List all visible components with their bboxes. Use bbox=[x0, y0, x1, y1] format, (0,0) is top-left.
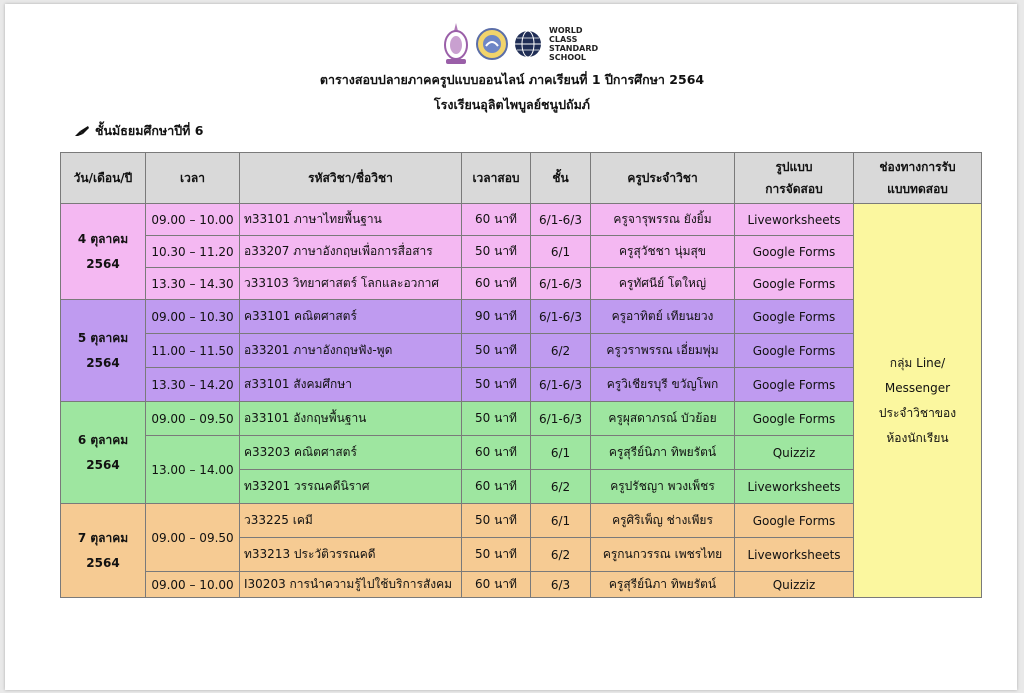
subject-cell: อ33101 อังกฤษพื้นฐาน bbox=[240, 402, 462, 436]
class-cell: 6/1-6/3 bbox=[531, 402, 591, 436]
class-cell: 6/1-6/3 bbox=[531, 204, 591, 236]
wcs-line: SCHOOL bbox=[549, 53, 587, 62]
subject-cell: อ33207 ภาษาอังกฤษเพื่อการสื่อสาร bbox=[240, 236, 462, 268]
teacher-cell: ครูสุวัชชา นุ่มสุข bbox=[591, 236, 735, 268]
school-emblem-icon bbox=[441, 21, 471, 67]
exam-schedule-table bbox=[60, 152, 982, 598]
date-cell bbox=[61, 204, 146, 300]
subject-cell: ท33213 ประวัติวรรณคดี bbox=[240, 538, 462, 572]
obec-logo-icon bbox=[475, 27, 509, 61]
date-cell bbox=[61, 402, 146, 504]
duration-cell: 50 นาที bbox=[462, 368, 531, 402]
duration-cell: 60 นาที bbox=[462, 470, 531, 504]
header-format-line1: รูปแบบ bbox=[775, 160, 813, 174]
date-day: 6 ตุลาคม bbox=[77, 432, 129, 447]
teacher-cell: ครูสุรีย์นิภา ทิพยรัตน์ bbox=[591, 436, 735, 470]
date-cell bbox=[61, 300, 146, 402]
format-cell: Google Forms bbox=[735, 300, 854, 334]
format-cell: Liveworksheets bbox=[735, 204, 854, 236]
teacher-cell: ครูกนกวรรณ เพชรไทย bbox=[591, 538, 735, 572]
date-year: 2564 bbox=[86, 355, 120, 370]
format-cell: Google Forms bbox=[735, 334, 854, 368]
time-cell: 11.00 – 11.50 bbox=[146, 334, 240, 368]
duration-cell: 60 นาที bbox=[462, 436, 531, 470]
table-row bbox=[61, 300, 982, 334]
table-row bbox=[61, 268, 982, 300]
channel-line: Messenger bbox=[884, 380, 951, 395]
format-cell: Google Forms bbox=[735, 268, 854, 300]
format-cell: Liveworksheets bbox=[735, 538, 854, 572]
duration-cell: 50 นาที bbox=[462, 402, 531, 436]
header-duration: เวลาสอบ bbox=[462, 153, 531, 204]
teacher-cell: ครูศิริเพ็ญ ช่างเพียร bbox=[591, 504, 735, 538]
class-cell: 6/1-6/3 bbox=[531, 268, 591, 300]
date-day: 7 ตุลาคม bbox=[77, 530, 129, 545]
subject-cell: I30203 การนำความรู้ไปใช้บริการสังคม bbox=[240, 572, 462, 598]
format-cell: Liveworksheets bbox=[735, 470, 854, 504]
table-row bbox=[61, 504, 982, 538]
header-channel-line2: แบบทดสอบ bbox=[887, 182, 948, 196]
teacher-cell: ครูวราพรรณ เอี่ยมพุ่ม bbox=[591, 334, 735, 368]
time-cell: 10.30 – 11.20 bbox=[146, 236, 240, 268]
teacher-cell: ครูอาทิตย์ เทียนยวง bbox=[591, 300, 735, 334]
class-cell: 6/1 bbox=[531, 504, 591, 538]
teacher-cell: ครูจารุพรรณ ยังยิ้ม bbox=[591, 204, 735, 236]
time-cell: 09.00 – 09.50 bbox=[146, 504, 240, 572]
channel-line: ห้องนักเรียน bbox=[886, 430, 949, 445]
duration-cell: 60 นาที bbox=[462, 204, 531, 236]
header-subject: รหัสวิชา/ชื่อวิชา bbox=[240, 153, 462, 204]
time-cell: 13.30 – 14.30 bbox=[146, 268, 240, 300]
class-cell: 6/3 bbox=[531, 572, 591, 598]
teacher-cell: ครูวิเชียรบุรี ขวัญโพก bbox=[591, 368, 735, 402]
table-row bbox=[61, 402, 982, 436]
header-format bbox=[735, 153, 854, 204]
class-cell: 6/2 bbox=[531, 334, 591, 368]
date-cell bbox=[61, 504, 146, 598]
teacher-cell: ครูปรัชญา พวงเพ็ชร bbox=[591, 470, 735, 504]
subject-cell: ท33101 ภาษาไทยพื้นฐาน bbox=[240, 204, 462, 236]
writing-hand-icon bbox=[74, 125, 90, 137]
subject-cell: ว33103 วิทยาศาสตร์ โลกและอวกาศ bbox=[240, 268, 462, 300]
subject-cell: อ33201 ภาษาอังกฤษฟัง-พูด bbox=[240, 334, 462, 368]
subject-cell: ว33225 เคมี bbox=[240, 504, 462, 538]
school-logos bbox=[441, 18, 598, 70]
table-row bbox=[61, 236, 982, 268]
date-year: 2564 bbox=[86, 555, 120, 570]
class-cell: 6/1-6/3 bbox=[531, 368, 591, 402]
duration-cell: 50 นาที bbox=[462, 538, 531, 572]
header-time: เวลา bbox=[146, 153, 240, 204]
header-class: ชั้น bbox=[531, 153, 591, 204]
class-cell: 6/1 bbox=[531, 436, 591, 470]
date-day: 4 ตุลาคม bbox=[77, 231, 129, 246]
table-row bbox=[61, 368, 982, 402]
table-row bbox=[61, 436, 982, 470]
subject-cell: ค33101 คณิตศาสตร์ bbox=[240, 300, 462, 334]
format-cell: Google Forms bbox=[735, 368, 854, 402]
header-channel bbox=[854, 153, 982, 204]
format-cell: Quizziz bbox=[735, 436, 854, 470]
class-cell: 6/2 bbox=[531, 470, 591, 504]
time-cell: 09.00 – 09.50 bbox=[146, 402, 240, 436]
teacher-cell: ครูผุสดาภรณ์ บัวย้อย bbox=[591, 402, 735, 436]
header-channel-line1: ช่องทางการรับ bbox=[879, 160, 956, 174]
wcs-line: WORLD bbox=[549, 26, 583, 35]
wcs-line: CLASS bbox=[549, 35, 578, 44]
class-cell: 6/1 bbox=[531, 236, 591, 268]
duration-cell: 60 นาที bbox=[462, 268, 531, 300]
wcs-line: STANDARD bbox=[549, 44, 599, 53]
duration-cell: 60 นาที bbox=[462, 572, 531, 598]
format-cell: Google Forms bbox=[735, 504, 854, 538]
time-cell: 09.00 – 10.30 bbox=[146, 300, 240, 334]
duration-cell: 50 นาที bbox=[462, 236, 531, 268]
grade-level-heading bbox=[74, 121, 203, 141]
date-year: 2564 bbox=[86, 256, 120, 271]
format-cell: Google Forms bbox=[735, 402, 854, 436]
format-cell: Google Forms bbox=[735, 236, 854, 268]
table-row bbox=[61, 204, 982, 236]
time-cell: 13.30 – 14.20 bbox=[146, 368, 240, 402]
duration-cell: 50 นาที bbox=[462, 504, 531, 538]
subject-cell: ท33201 วรรณคดีนิราศ bbox=[240, 470, 462, 504]
channel-line: ประจำวิชาของ bbox=[878, 405, 957, 420]
time-cell: 09.00 – 10.00 bbox=[146, 204, 240, 236]
class-cell: 6/1-6/3 bbox=[531, 300, 591, 334]
subject-cell: ส33101 สังคมศึกษา bbox=[240, 368, 462, 402]
date-year: 2564 bbox=[86, 457, 120, 472]
duration-cell: 90 นาที bbox=[462, 300, 531, 334]
time-cell: 09.00 – 10.00 bbox=[146, 572, 240, 598]
table-row bbox=[61, 572, 982, 598]
school-name: โรงเรียนอุลิตไพบูลย์ชนูปถัมภ์ bbox=[433, 97, 591, 112]
date-day: 5 ตุลาคม bbox=[77, 330, 129, 345]
world-class-globe-icon bbox=[513, 29, 543, 59]
teacher-cell: ครูสุรีย์นิภา ทิพยรัตน์ bbox=[591, 572, 735, 598]
time-cell: 13.00 – 14.00 bbox=[146, 436, 240, 504]
grade-level-label: ชั้นมัธยมศึกษาปีที่ 6 bbox=[95, 123, 204, 138]
channel-cell bbox=[854, 204, 982, 598]
class-cell: 6/2 bbox=[531, 538, 591, 572]
channel-line: กลุ่ม Line/ bbox=[889, 355, 946, 370]
table-header-row bbox=[61, 153, 982, 204]
duration-cell: 50 นาที bbox=[462, 334, 531, 368]
teacher-cell: ครูทัศนีย์ โตใหญ่ bbox=[591, 268, 735, 300]
table-row bbox=[61, 334, 982, 368]
format-cell: Quizziz bbox=[735, 572, 854, 598]
header-date: วัน/เดือน/ปี bbox=[61, 153, 146, 204]
world-class-wordmark bbox=[549, 26, 598, 62]
page-title: ตารางสอบปลายภาคครูปแบบออนไลน์ ภาคเรียนที่ 1 ปีการศึกษา 2564 bbox=[319, 72, 705, 87]
header-format-line2: การจัดสอบ bbox=[765, 182, 823, 196]
subject-cell: ค33203 คณิตศาสตร์ bbox=[240, 436, 462, 470]
header-teacher: ครูประจำวิชา bbox=[591, 153, 735, 204]
